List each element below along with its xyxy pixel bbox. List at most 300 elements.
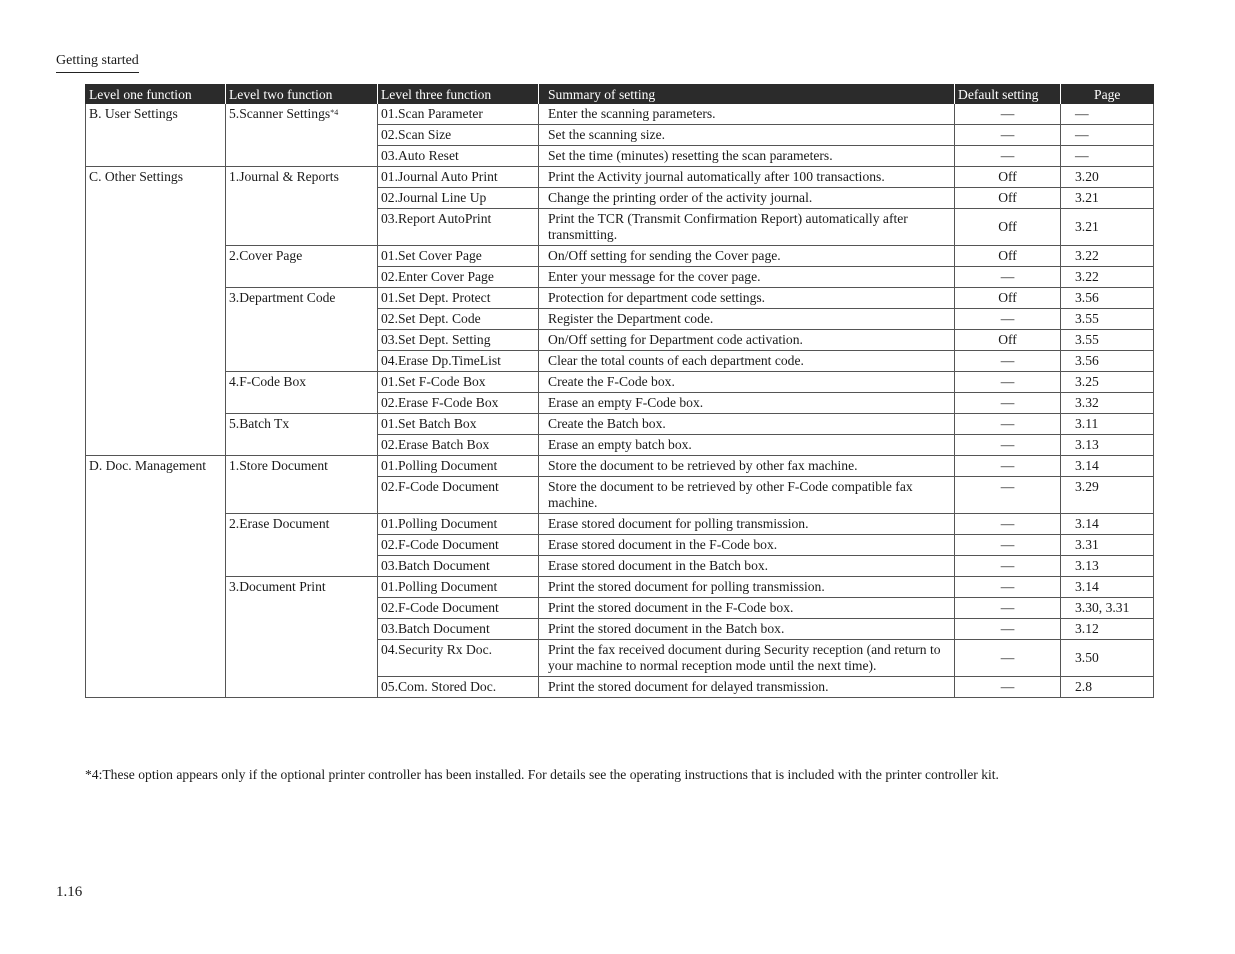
default-setting-cell <box>955 167 1061 188</box>
summary-cell <box>539 556 955 577</box>
default-setting-cell <box>955 104 1061 125</box>
page-text: 3.21 <box>1075 219 1099 234</box>
default-setting-text: — <box>1000 311 1015 326</box>
page-cell <box>1061 330 1154 351</box>
page-text: 3.14 <box>1075 458 1099 473</box>
page-cell <box>1061 188 1154 209</box>
level-three-cell <box>378 188 539 209</box>
level-one-cell <box>86 188 226 209</box>
level-three-cell <box>378 514 539 535</box>
page-cell <box>1061 640 1154 677</box>
level-three-text: 02.F-Code Document <box>381 537 499 552</box>
level-two-cell <box>226 309 378 330</box>
level-three-text: 01.Set Cover Page <box>381 248 482 263</box>
default-setting-cell <box>955 288 1061 309</box>
page-cell <box>1061 435 1154 456</box>
level-two-cell <box>226 330 378 351</box>
table-row <box>86 209 1154 246</box>
summary-text: Set the scanning size. <box>548 127 666 142</box>
default-setting-text: Off <box>998 169 1017 184</box>
summary-cell <box>539 167 955 188</box>
level-three-cell <box>378 125 539 146</box>
level-three-cell <box>378 146 539 167</box>
page-text: 3.12 <box>1075 621 1099 636</box>
page-text: 3.50 <box>1075 650 1099 665</box>
level-one-cell <box>86 393 226 414</box>
level-two-cell <box>226 535 378 556</box>
summary-text: Print the fax received document during Security reception (and return to your machine to normal reception mode until the next time). <box>548 642 941 673</box>
table-row <box>86 535 1154 556</box>
table-row <box>86 246 1154 267</box>
level-two-text: 3.Department Code <box>229 290 336 305</box>
level-three-cell <box>378 393 539 414</box>
level-three-text: 04.Security Rx Doc. <box>381 642 493 657</box>
summary-text: Enter your message for the cover page. <box>548 269 761 284</box>
default-setting-cell <box>955 414 1061 435</box>
summary-text: Print the TCR (Transmit Confirmation Report) automatically after transmitting. <box>548 211 908 242</box>
level-three-text: 01.Polling Document <box>381 579 498 594</box>
page-text: 3.25 <box>1075 374 1099 389</box>
default-setting-text: — <box>1000 650 1015 665</box>
level-three-text: 01.Set Dept. Protect <box>381 290 491 305</box>
summary-text: Create the Batch box. <box>548 416 666 431</box>
summary-text: Create the F-Code box. <box>548 374 675 389</box>
summary-cell <box>539 435 955 456</box>
default-setting-cell <box>955 435 1061 456</box>
level-three-text: 01.Scan Parameter <box>381 106 483 121</box>
default-setting-cell <box>955 372 1061 393</box>
summary-text: Store the document to be retrieved by other F-Code compatible fax machine. <box>548 479 913 510</box>
summary-cell <box>539 246 955 267</box>
level-three-cell <box>378 577 539 598</box>
summary-text: Clear the total counts of each department code. <box>548 353 804 368</box>
level-three-text: 01.Set F-Code Box <box>381 374 486 389</box>
page-text: — <box>1075 106 1089 121</box>
summary-cell <box>539 288 955 309</box>
default-setting-cell <box>955 125 1061 146</box>
page-text: 3.55 <box>1075 332 1099 347</box>
table-row <box>86 104 1154 125</box>
summary-text: Print the stored document for polling transmission. <box>548 579 825 594</box>
table-row <box>86 619 1154 640</box>
table-row <box>86 598 1154 619</box>
level-two-cell <box>226 477 378 514</box>
summary-cell <box>539 372 955 393</box>
summary-cell <box>539 393 955 414</box>
summary-text: On/Off setting for sending the Cover page. <box>548 248 781 263</box>
level-three-cell <box>378 167 539 188</box>
page-cell <box>1061 167 1154 188</box>
level-two-text: 1.Store Document <box>229 458 328 473</box>
summary-text: Protection for department code settings. <box>548 290 766 305</box>
level-two-cell <box>226 146 378 167</box>
summary-cell <box>539 598 955 619</box>
default-setting-cell <box>955 351 1061 372</box>
default-setting-cell <box>955 188 1061 209</box>
summary-cell <box>539 577 955 598</box>
level-one-cell <box>86 125 226 146</box>
level-three-text: 05.Com. Stored Doc. <box>381 679 497 694</box>
table-row <box>86 477 1154 514</box>
level-three-cell <box>378 351 539 372</box>
page-text: 3.30, 3.31 <box>1075 600 1130 615</box>
summary-cell <box>539 477 955 514</box>
default-setting-cell <box>955 330 1061 351</box>
summary-cell <box>539 309 955 330</box>
default-setting-text: Off <box>998 219 1017 234</box>
table-row <box>86 640 1154 677</box>
default-setting-text: — <box>1000 269 1015 284</box>
summary-cell <box>539 209 955 246</box>
level-three-cell <box>378 435 539 456</box>
level-three-text: 03.Auto Reset <box>381 148 459 163</box>
table-row <box>86 556 1154 577</box>
level-one-cell <box>86 619 226 640</box>
page-text: 3.13 <box>1075 437 1099 452</box>
default-setting-text: — <box>1000 579 1015 594</box>
level-three-cell <box>378 288 539 309</box>
level-one-cell <box>86 167 226 188</box>
level-three-text: 02.Erase F-Code Box <box>381 395 499 410</box>
page-cell <box>1061 146 1154 167</box>
default-setting-text: — <box>1000 479 1015 494</box>
page-text: 3.20 <box>1075 169 1099 184</box>
default-setting-cell <box>955 146 1061 167</box>
page-number: 1.16 <box>56 884 83 900</box>
column-header: Summary of setting <box>539 84 955 104</box>
level-three-cell <box>378 556 539 577</box>
default-setting-cell <box>955 535 1061 556</box>
level-one-cell <box>86 330 226 351</box>
level-one-cell <box>86 435 226 456</box>
level-one-cell <box>86 556 226 577</box>
page-cell <box>1061 619 1154 640</box>
page-cell <box>1061 677 1154 698</box>
default-setting-text: — <box>1000 106 1015 121</box>
page-cell <box>1061 577 1154 598</box>
level-three-cell <box>378 309 539 330</box>
level-three-cell <box>378 330 539 351</box>
footnote: *4:These option appears only if the optional printer controller has been installed. For details see the operating instructions that is included with the printer controller kit. <box>85 767 999 782</box>
summary-cell <box>539 330 955 351</box>
level-three-cell <box>378 209 539 246</box>
level-three-text: 03.Set Dept. Setting <box>381 332 491 347</box>
default-setting-text: — <box>1000 148 1015 163</box>
level-three-cell <box>378 372 539 393</box>
page-cell <box>1061 456 1154 477</box>
default-setting-text: — <box>1000 558 1015 573</box>
level-one-cell <box>86 414 226 435</box>
level-one-cell <box>86 677 226 698</box>
summary-cell <box>539 640 955 677</box>
summary-cell <box>539 188 955 209</box>
level-two-text: 3.Document Print <box>229 579 326 594</box>
summary-text: Print the Activity journal automatically after 100 transactions. <box>548 169 885 184</box>
table-row <box>86 188 1154 209</box>
level-two-cell <box>226 435 378 456</box>
summary-text: Erase stored document in the Batch box. <box>548 558 769 573</box>
settings-table <box>85 84 1154 698</box>
default-setting-text: — <box>1000 127 1015 142</box>
default-setting-cell <box>955 677 1061 698</box>
page-cell <box>1061 477 1154 514</box>
level-three-text: 01.Journal Auto Print <box>381 169 498 184</box>
default-setting-cell <box>955 246 1061 267</box>
level-three-text: 03.Batch Document <box>381 621 490 636</box>
default-setting-text: — <box>1000 353 1015 368</box>
level-three-text: 01.Set Batch Box <box>381 416 477 431</box>
page-text: 3.22 <box>1075 248 1099 263</box>
level-three-text: 02.Scan Size <box>381 127 452 142</box>
level-two-cell <box>226 556 378 577</box>
default-setting-text: Off <box>998 190 1017 205</box>
level-one-cell <box>86 535 226 556</box>
level-two-cell <box>226 372 378 393</box>
page-cell <box>1061 393 1154 414</box>
table-row <box>86 372 1154 393</box>
level-three-cell <box>378 640 539 677</box>
level-two-cell <box>226 167 378 188</box>
page-cell <box>1061 246 1154 267</box>
table-row <box>86 514 1154 535</box>
table-row <box>86 167 1154 188</box>
summary-cell <box>539 514 955 535</box>
page-text: — <box>1075 148 1089 163</box>
default-setting-text: — <box>1000 621 1015 636</box>
table-row <box>86 577 1154 598</box>
level-one-cell <box>86 577 226 598</box>
summary-text: On/Off setting for Department code activation. <box>548 332 803 347</box>
page-text: 3.13 <box>1075 558 1099 573</box>
default-setting-text: — <box>1000 458 1015 473</box>
summary-text: Erase stored document in the F-Code box. <box>548 537 778 552</box>
summary-cell <box>539 677 955 698</box>
default-setting-text: — <box>1000 600 1015 615</box>
default-setting-cell <box>955 640 1061 677</box>
page-cell <box>1061 104 1154 125</box>
default-setting-text: — <box>1000 537 1015 552</box>
level-two-text: 2.Erase Document <box>229 516 330 531</box>
level-three-text: 02.Set Dept. Code <box>381 311 481 326</box>
level-two-cell <box>226 677 378 698</box>
level-two-cell <box>226 104 378 125</box>
level-two-cell <box>226 598 378 619</box>
summary-text: Print the stored document for delayed transmission. <box>548 679 829 694</box>
level-one-cell <box>86 514 226 535</box>
table-row <box>86 309 1154 330</box>
page-text: 3.14 <box>1075 579 1099 594</box>
default-setting-cell <box>955 393 1061 414</box>
level-three-cell <box>378 535 539 556</box>
page-text: 3.56 <box>1075 290 1099 305</box>
summary-text: Enter the scanning parameters. <box>548 106 716 121</box>
default-setting-cell <box>955 598 1061 619</box>
page-cell <box>1061 556 1154 577</box>
level-two-cell <box>226 393 378 414</box>
page-cell <box>1061 351 1154 372</box>
level-one-cell <box>86 372 226 393</box>
level-two-cell <box>226 125 378 146</box>
default-setting-cell <box>955 514 1061 535</box>
level-one-cell <box>86 209 226 246</box>
table-row <box>86 330 1154 351</box>
level-one-text: C. Other Settings <box>89 169 184 184</box>
page-text: 2.8 <box>1075 679 1092 694</box>
page-cell <box>1061 514 1154 535</box>
summary-cell <box>539 351 955 372</box>
section-header: Getting started <box>56 53 139 73</box>
level-two-text: 2.Cover Page <box>229 248 303 263</box>
table-row <box>86 288 1154 309</box>
level-three-cell <box>378 456 539 477</box>
page-text: 3.14 <box>1075 516 1099 531</box>
page-cell <box>1061 309 1154 330</box>
page-cell <box>1061 125 1154 146</box>
level-one-cell <box>86 104 226 125</box>
default-setting-cell <box>955 209 1061 246</box>
page-text: 3.29 <box>1075 479 1099 494</box>
default-setting-text: Off <box>998 290 1017 305</box>
summary-text: Erase an empty F-Code box. <box>548 395 704 410</box>
level-three-cell <box>378 677 539 698</box>
summary-cell <box>539 146 955 167</box>
default-setting-text: Off <box>998 248 1017 263</box>
table-row <box>86 393 1154 414</box>
page-text: 3.31 <box>1075 537 1099 552</box>
table-row <box>86 414 1154 435</box>
table-row <box>86 125 1154 146</box>
table-row <box>86 456 1154 477</box>
summary-cell <box>539 456 955 477</box>
level-two-cell <box>226 288 378 309</box>
table-header-row <box>86 84 1154 104</box>
level-two-cell <box>226 619 378 640</box>
level-one-cell <box>86 456 226 477</box>
level-one-cell <box>86 598 226 619</box>
default-setting-text: — <box>1000 374 1015 389</box>
table-row <box>86 267 1154 288</box>
level-three-cell <box>378 477 539 514</box>
level-three-text: 02.Erase Batch Box <box>381 437 490 452</box>
level-two-cell <box>226 514 378 535</box>
default-setting-cell <box>955 577 1061 598</box>
level-one-cell <box>86 351 226 372</box>
page-cell <box>1061 414 1154 435</box>
page-cell <box>1061 535 1154 556</box>
level-three-cell <box>378 619 539 640</box>
default-setting-text: Off <box>998 332 1017 347</box>
page-cell <box>1061 372 1154 393</box>
page-cell <box>1061 209 1154 246</box>
level-two-cell <box>226 188 378 209</box>
summary-text: Print the stored document in the F-Code box. <box>548 600 794 615</box>
level-three-text: 01.Polling Document <box>381 458 498 473</box>
default-setting-cell <box>955 309 1061 330</box>
default-setting-text: — <box>1000 416 1015 431</box>
summary-text: Erase stored document for polling transmission. <box>548 516 809 531</box>
page-text: 3.55 <box>1075 311 1099 326</box>
default-setting-cell <box>955 267 1061 288</box>
level-three-cell <box>378 104 539 125</box>
page-text: 3.11 <box>1075 416 1099 431</box>
level-three-cell <box>378 598 539 619</box>
level-three-text: 01.Polling Document <box>381 516 498 531</box>
page-cell <box>1061 288 1154 309</box>
table-row <box>86 146 1154 167</box>
summary-cell <box>539 267 955 288</box>
level-three-text: 02.F-Code Document <box>381 479 499 494</box>
summary-text: Change the printing order of the activity journal. <box>548 190 813 205</box>
page-cell <box>1061 267 1154 288</box>
level-two-cell <box>226 209 378 246</box>
column-header: Default setting <box>955 84 1061 104</box>
summary-text: Set the time (minutes) resetting the scan parameters. <box>548 148 833 163</box>
table-row <box>86 351 1154 372</box>
default-setting-cell <box>955 556 1061 577</box>
summary-cell <box>539 125 955 146</box>
level-three-cell <box>378 267 539 288</box>
level-two-cell <box>226 577 378 598</box>
level-two-cell <box>226 267 378 288</box>
page-text: 3.22 <box>1075 269 1099 284</box>
default-setting-text: — <box>1000 516 1015 531</box>
summary-text: Print the stored document in the Batch box. <box>548 621 785 636</box>
level-three-cell <box>378 246 539 267</box>
level-one-cell <box>86 246 226 267</box>
level-three-text: 02.Enter Cover Page <box>381 269 494 284</box>
level-one-text: B. User Settings <box>89 106 178 121</box>
page-cell <box>1061 598 1154 619</box>
summary-text: Register the Department code. <box>548 311 714 326</box>
level-two-text: 4.F-Code Box <box>229 374 307 389</box>
table-row <box>86 435 1154 456</box>
column-header: Level one function <box>86 84 226 104</box>
default-setting-text: — <box>1000 395 1015 410</box>
level-three-text: 04.Erase Dp.TimeList <box>381 353 501 368</box>
level-three-text: 03.Batch Document <box>381 558 490 573</box>
summary-cell <box>539 104 955 125</box>
level-two-cell <box>226 640 378 677</box>
level-two-text: 1.Journal & Reports <box>229 169 339 184</box>
column-header: Level three function <box>378 84 539 104</box>
page-text: 3.32 <box>1075 395 1099 410</box>
level-three-text: 03.Report AutoPrint <box>381 211 492 226</box>
level-three-cell <box>378 414 539 435</box>
page-text: 3.56 <box>1075 353 1099 368</box>
level-one-cell <box>86 477 226 514</box>
column-header: Level two function <box>226 84 378 104</box>
level-three-text: 02.F-Code Document <box>381 600 499 615</box>
column-header: Page <box>1061 84 1154 104</box>
summary-text: Store the document to be retrieved by other fax machine. <box>548 458 858 473</box>
level-one-cell <box>86 640 226 677</box>
page-text: — <box>1075 127 1089 142</box>
level-two-cell <box>226 456 378 477</box>
summary-text: Erase an empty batch box. <box>548 437 692 452</box>
level-one-text: D. Doc. Management <box>89 458 207 473</box>
level-two-cell <box>226 246 378 267</box>
level-two-text: 5.Batch Tx <box>229 416 290 431</box>
page-text: 3.21 <box>1075 190 1099 205</box>
level-one-cell <box>86 267 226 288</box>
default-setting-cell <box>955 619 1061 640</box>
summary-cell <box>539 414 955 435</box>
default-setting-text: — <box>1000 437 1015 452</box>
level-one-cell <box>86 288 226 309</box>
default-setting-cell <box>955 456 1061 477</box>
table-row <box>86 677 1154 698</box>
level-two-cell <box>226 351 378 372</box>
